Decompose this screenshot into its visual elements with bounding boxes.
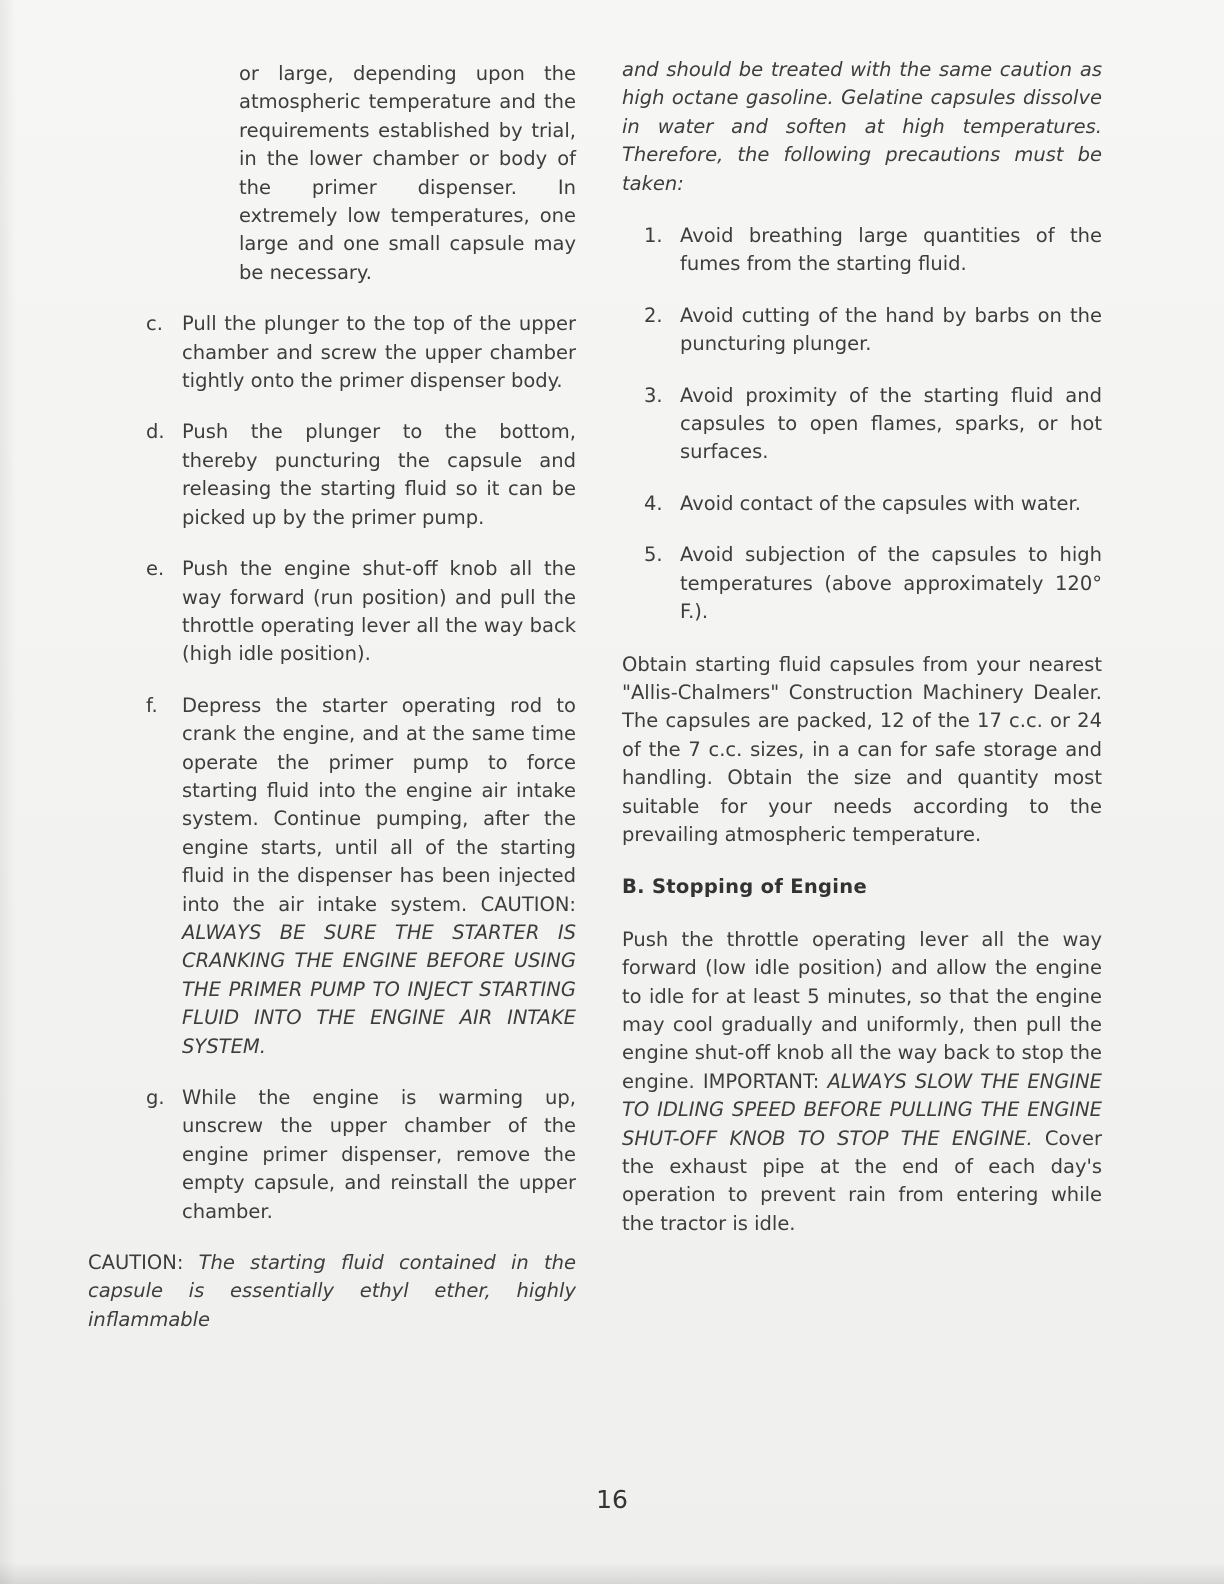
caution-paragraph (88, 1249, 576, 1334)
precaution-2-text: Avoid cutting of the hand by barbs on the puncturing plunger. (680, 303, 1102, 356)
precaution-2 (622, 302, 1102, 359)
right-column (622, 56, 1102, 1238)
precaution-3-text: Avoid proximity of the starting fluid and capsules to open flames, sparks, or hot surfaces. (680, 383, 1102, 464)
stopping-paragraph (622, 926, 1102, 1238)
precaution-4-text: Avoid contact of the capsules with water. (680, 491, 1081, 515)
page-number: 16 (596, 1485, 628, 1514)
left-column (88, 56, 576, 1334)
precaution-1-text: Avoid breathing large quantities of the fumes from the starting fluid. (680, 224, 1102, 276)
step-f-warning: ALWAYS BE SURE THE STARTER IS CRANKING THE ENGINE BEFORE USING THE PRIMER PUMP TO INJECT STARTING FLUID INTO THE ENGINE AIR INTAKE SYSTEM. (182, 920, 576, 1058)
precaution-3-marker: 3. (644, 383, 663, 407)
step-f-plain: Depress the starter operating rod to crank the engine, and at the same time operate the primer pump to force starting fluid into the engine air intake system. Continue pumping, after the engine starts, until all of the starting fluid in the dispenser has been injected into the air intake system. CAUTION: (182, 693, 576, 916)
precaution-5-text: Avoid subjection of the capsules to high temperatures (above approximately 120° F.). (680, 543, 1102, 624)
step-f-text (182, 692, 576, 1061)
precaution-4 (622, 490, 1102, 518)
stopping-plain: Push the throttle operating lever all the way forward (low idle position) and allow the engine to idle for at least 5 minutes, so that the engine may cool gradually and uniformly, then pull the engine shut-off knob all the way back to stop the engine. IMPORTANT: (622, 927, 1102, 1093)
step-f (88, 692, 576, 1061)
precaution-4-marker: 4. (644, 491, 663, 515)
step-g-marker: g. (146, 1086, 165, 1109)
step-d-marker: d. (146, 420, 165, 444)
section-heading-stopping-engine: B. Stopping of Engine (622, 875, 867, 899)
precaution-1 (622, 222, 1102, 279)
stopping-tail: Cover the exhaust pipe at the end of each day's operation to prevent rain from entering while the tractor is idle. (622, 1126, 1102, 1235)
step-d-text: Push the plunger to the bottom, thereby puncturing the capsule and releasing the starting fluid so it can be picked up by the primer pump. (182, 420, 576, 529)
precaution-3 (622, 382, 1102, 467)
step-e (88, 555, 576, 669)
step-c-marker: c. (146, 312, 163, 336)
intro-continuation (88, 60, 576, 287)
step-c-text: Pull the plunger to the top of the upper chamber and screw the upper chamber tightly onto the primer dispenser body. (182, 312, 576, 393)
caution-continuation: and should be treated with the same caution as high octane gasoline. Gelatine capsules dissolve in water and soften at high temperatures. Therefore, the following precautions must be taken: (622, 58, 1102, 195)
step-e-marker: e. (146, 557, 165, 581)
step-f-marker: f. (146, 693, 158, 717)
caution-italic: The starting fluid contained in the capsule is essentially ethyl ether, highly inflammable (88, 1251, 576, 1331)
page-shadow-bottom (0, 1562, 1224, 1584)
step-g (88, 1084, 576, 1226)
obtain-paragraph: Obtain starting fluid capsules from your nearest "Allis-Chalmers" Construction Machinery Dealer. The capsules are packed, 12 of the 17 c.c. or 24 of the 7 c.c. sizes, in a can for safe storage and handling. Obtain the size and quantity most suitable for your needs according to the prevailing atmospheric temperature. (622, 652, 1102, 846)
intro-paragraph: or large, depending upon the atmospheric temperature and the requirements established by trial, in the lower chamber or body of the primer dispenser. In extremely low temperatures, one large and one small capsule may be necessary. (239, 62, 576, 284)
step-c (88, 310, 576, 395)
precaution-5-marker: 5. (644, 543, 663, 567)
precaution-2-marker: 2. (644, 303, 663, 327)
caution-label: CAUTION: (88, 1251, 199, 1275)
precaution-1-marker: 1. (644, 224, 663, 248)
step-e-text: Push the engine shut-off knob all the way forward (run position) and pull the throttle operating lever all the way back (high idle position). (182, 557, 576, 666)
page-shadow-left (0, 0, 16, 1584)
step-d (88, 418, 576, 532)
precaution-5 (622, 541, 1102, 626)
stopping-important: ALWAYS SLOW THE ENGINE TO IDLING SPEED BEFORE PULLING THE ENGINE SHUT-OFF KNOB TO STOP THE ENGINE. (622, 1069, 1102, 1150)
step-g-text: While the engine is warming up, unscrew the upper chamber of the engine primer dispenser, remove the empty capsule, and reinstall the upper chamber. (182, 1086, 576, 1223)
